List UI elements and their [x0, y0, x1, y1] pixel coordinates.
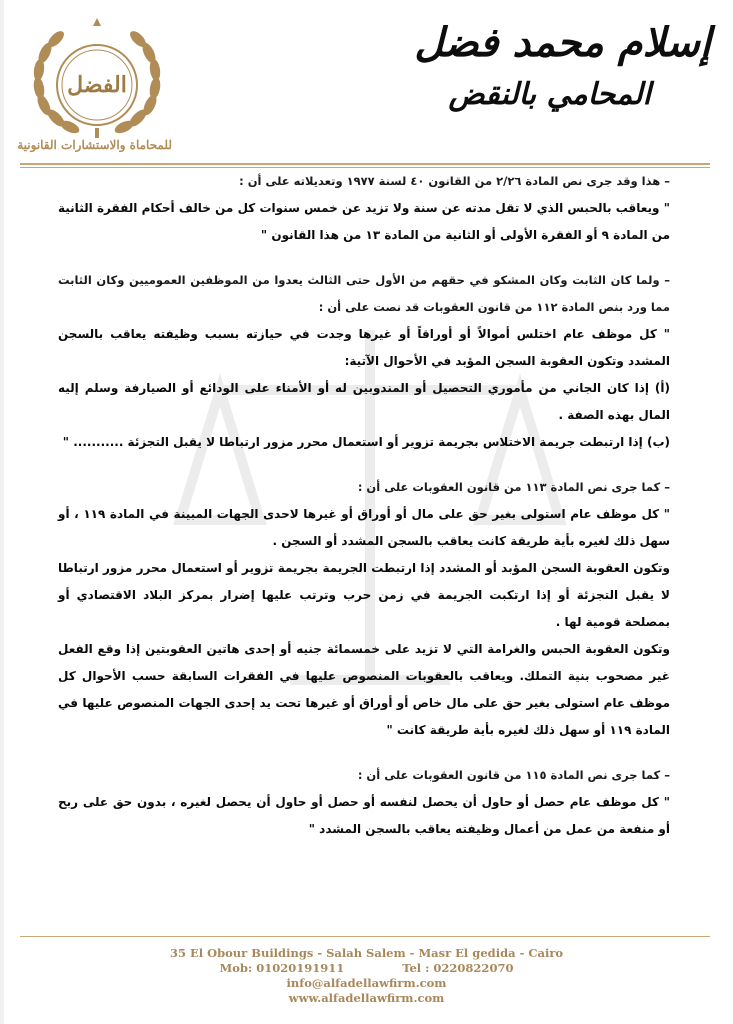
footer-phones [0, 961, 733, 976]
law-quote: وتكون العقوبة الحبس والغرامة التي لا تزيد على خمسمائة جنيه أو إحدى هاتين العقوبتين إذا وقع الفعل غير مصحوب بنية التملك. ويعاقب بالعقوبات المنصوص عليها في الفقرات السابقة حسب الأحوال كل موظف عام استولى بغير حق على مال خاص أو أوراق أو غيرها تحت يد إحدى الجهات المنصوص عليها في المادة ١١٩ أو سهل ذلك لغيره بأية طريقة كانت " [58, 642, 670, 737]
footer-email[interactable]: info@alfadellawfirm.com [286, 976, 447, 990]
footer-mobile: Mob: 01020191911 [219, 961, 345, 975]
page-edge-shadow [0, 0, 4, 1024]
footer-telephone: Tel : 0220822070 [402, 961, 514, 975]
law-quote: وتكون العقوبة السجن المؤبد أو المشدد إذا ارتبطت الجريمة بجريمة تزوير أو استعمال محرر مزور ارتباطا لا يقبل التجزئة أو إذا ارتكبت الجريمة في زمن حرب وترتب عليها إضرار بمركز البلاد الاقتصادي أو بمصلحة قومية لها . [58, 561, 670, 629]
law-quote-clause-a: (أ) إذا كان الجاني من مأموري التحصيل أو المندوبين له أو الأمناء على الودائع أو الصيارفة وسلم إليه المال بهذه الصفة . [58, 381, 670, 422]
section-intro: – هذا وقد جرى نص المادة ٢/٢٦ من القانون ٤٠ لسنة ١٩٧٧ وتعديلاته على أن : [239, 174, 670, 188]
law-quote: " كل موظف عام استولى بغير حق على مال أو أوراق أو غيرها لاحدى الجهات المبينة في المادة ١١٩ ، أو سهل ذلك لغيره بأية طريقة كانت يعاقب بالسجن المشدد أو السجن . [58, 507, 670, 548]
header-divider [20, 163, 710, 165]
section-intro: – كما جرى نص المادة ١١٣ من قانون العقوبات على أن : [357, 480, 670, 494]
law-quote: " كل موظف عام اختلس أموالاً أو أوراقاً أو غيرها وجدت في حيازته بسبب وظيفته يعاقب بالسجن المشدد وتكون العقوبة السجن المؤبد في الأحوال الآتية: [58, 327, 670, 368]
document-body [58, 168, 670, 861]
lawyer-name: إسلام محمد فضل [414, 19, 711, 66]
article-section-1 [58, 168, 670, 249]
law-quote: " ويعاقب بالحبس الذي لا تقل مدته عن سنة ولا تزيد عن خمس سنوات كل من خالف أحكام الفقرة الثانية من المادة ٩ أو الفقرة الأولى أو الثانية من المادة ١٣ من هذا القانون " [58, 201, 670, 242]
footer-address: 35 El Obour Buildings - Salah Salem - Masr El gedida - Cairo [169, 946, 564, 960]
law-quote-clause-b: (ب) إذا ارتبطت جريمة الاختلاس بجريمة تزوير أو استعمال محرر مزور ارتباطا لا يقبل التجزئة ........... " [62, 435, 670, 449]
logo-monogram: الفضل [67, 72, 127, 98]
section-intro: – كما جرى نص المادة ١١٥ من قانون العقوبات على أن : [357, 768, 670, 782]
logo-caption: للمحاماة والاستشارات القانونية [17, 138, 172, 152]
letterhead-title [411, 14, 711, 118]
lawyer-title: المحامي بالنقض [448, 77, 651, 112]
article-section-4 [58, 762, 670, 843]
letterhead-footer [0, 946, 733, 1006]
law-quote: " كل موظف عام حصل أو حاول أن يحصل لنفسه أو حصل أو حاول أن يحصل لغيره ، بدون حق على ربح أو منفعة من عمل من أعمال وظيفته يعاقب بالسجن المشدد " [58, 795, 670, 836]
article-section-2 [58, 267, 670, 456]
section-intro: – ولما كان الثابت وكان المشكو في حقهم من الأول حتى الثالث يعدوا من الموظفين العموميين وكان الثابت مما ورد بنص المادة ١١٢ من قانون العقوبات قد نصت على أن : [58, 273, 670, 314]
firm-logo [17, 10, 172, 160]
article-section-3 [58, 474, 670, 744]
footer-website[interactable]: www.alfadellawfirm.com [288, 991, 445, 1005]
footer-divider [20, 936, 710, 937]
